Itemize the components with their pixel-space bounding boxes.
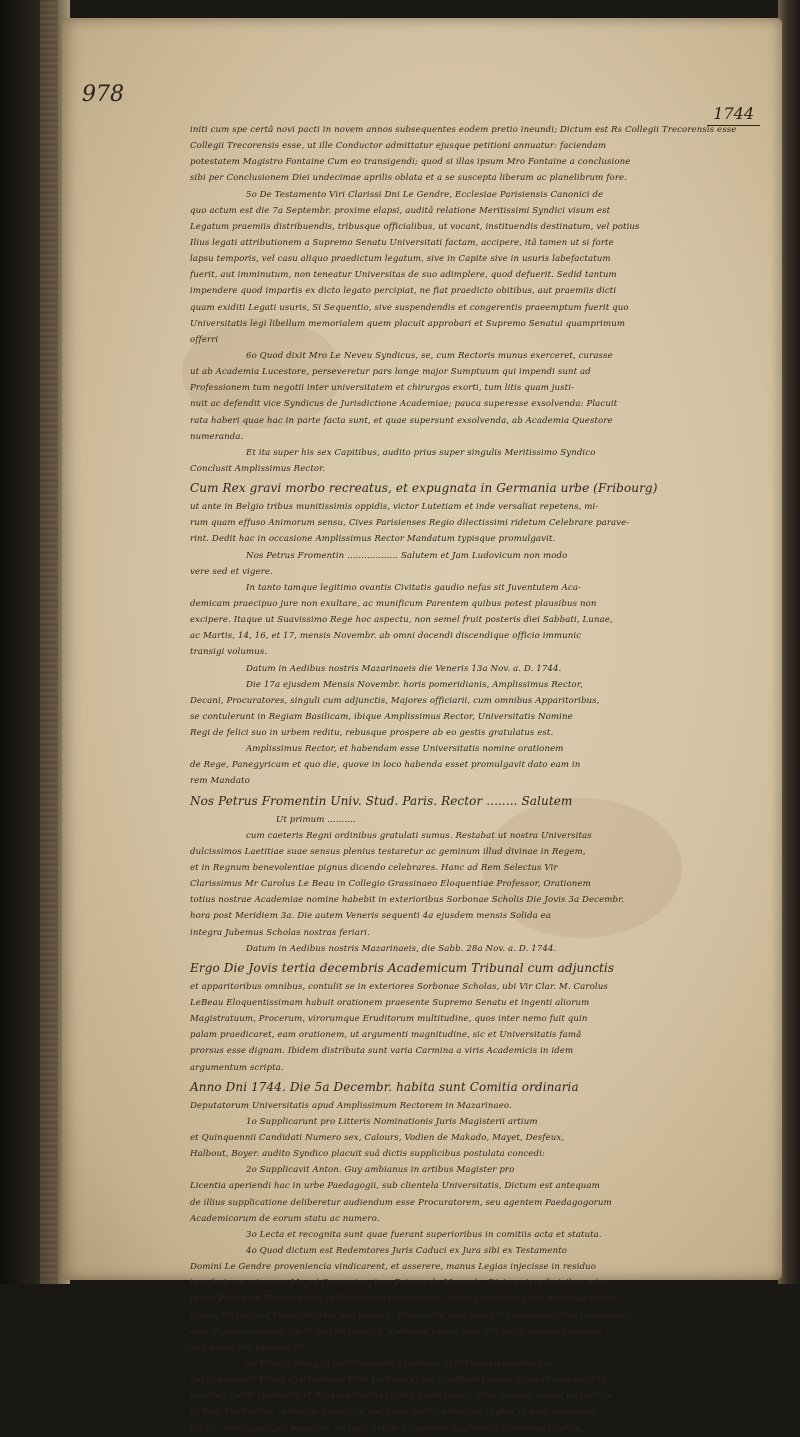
manuscript-line: sibi per Conclusionem Diei undecimae aprilis oblata et a se suscepta liberam ac planelibrum fore. <box>190 173 628 184</box>
manuscript-line: Legatum praemiis distribuendis, tribusque officialibus, ut vocant, instituendis destinatum, vel potius <box>190 221 640 232</box>
manuscript-line: Collegii Trecorensis esse, ut ille Conductor admittatur ejusque petitioni annuatur: faciendam <box>190 141 607 152</box>
manuscript-line: Professionem tum negotii inter universitatem et chirurgos exorti, tum litis quam justi- <box>190 383 575 394</box>
manuscript-line: et Quinquennii Candidati Numero sex, Calours, Vodien de Makado, Mayet, Desfeux, <box>190 1133 565 1144</box>
manuscript-line: Cum Rex gravi morbo recreatus, et expugnata in Germania urbe (Fribourg) <box>190 481 658 496</box>
year-marker: 1744 <box>707 104 760 126</box>
page-number: 978 <box>82 82 124 107</box>
manuscript-line: Academicorum de eorum statu ac numero. <box>190 1213 380 1224</box>
manuscript-line: tradat, simulque typis mandari. accipiat autem ex aerario Academico Trecentas libellas, <box>190 1423 584 1434</box>
manuscript-line: Datum in Aedibus nostris Mazarinaeis, die Sabb. 28a Nov. a. D. 1744. <box>246 943 557 954</box>
manuscript-line: vere sed et vigere. <box>190 566 273 577</box>
manuscript-line: excipere. Itaque ut Suavissimo Rege hoc aspectu, non semel fruit posteris diei Sabbati, Lunae, <box>190 615 613 626</box>
manuscript-line: integra Jubemus Scholas nostras feriari. <box>190 927 370 938</box>
manuscript-line: Clarissimus Mr Carolus Le Beau in Collegio Grassinaeo Eloquentiae Professor, Orationem <box>190 879 591 890</box>
manuscript-line: cum caeteris Regni ordinibus gratulati sumus. Restabat ut nostra Universitas <box>246 830 592 841</box>
manuscript-line: palam praedicaret, eam orationem, ut argumenti magnitudine, sic et Universitatis famâ <box>190 1030 582 1041</box>
manuscript-line: rem Mandato <box>190 776 250 787</box>
manuscript-line: sint donec res peracta sit. <box>190 1342 307 1353</box>
manuscript-line: prorsus esse dignam. Ibidem distributa sunt varia Carmina a viris Academicis in idem <box>190 1046 574 1057</box>
manuscript-line: totius nostrae Academiae nomine habebit in exterioribus Sorbonae Scholis Die Jovis 3a Decembr. <box>190 895 625 906</box>
manuscript-line: dulcissimos Laetitiae suae sensus plenius testaretur ac geminum illud divinae in Regem, <box>190 846 586 857</box>
manuscript-line: impendere quod impartis ex dicto legato percipiat, ne fiat praedicto obitibus, aut praemiis dicti <box>190 286 617 297</box>
handwritten-text-block <box>190 122 737 1437</box>
manuscript-line: Decani, Procuratores, singuli cum adjunctis, Majores officiarii, cum omnibus Apparitoribus, <box>190 695 600 706</box>
book-binding-gutter <box>0 0 70 1284</box>
manuscript-line: 3o Lecta et recognita sunt quae fuerant superioribus in comitiis acta et statuta. <box>246 1229 602 1240</box>
manuscript-line: ac Martis, 14, 16, et 17, mensis Novembr. ab omni docendi discendique officio immunic <box>190 631 582 642</box>
manuscript-line: rata haberi quae hac in parte facta sunt, et quae supersunt exsolvenda, ab Academia Questore <box>190 415 613 426</box>
manuscript-line: tum fratrum minorum Magni Conventus, tum Patrum de Mercede. Dicto autem fratribus mino- <box>190 1278 613 1289</box>
manuscript-line: argumentum scripta. <box>190 1062 284 1073</box>
manuscript-line: 5o Placuit delegari meritissimum Syndicum et Scribam Academicum <box>246 1358 552 1369</box>
manuscript-line: de illius supplicatione deliberetur audiendum esse Procuratorem, seu agentem Paedagogorum <box>190 1197 612 1208</box>
manuscript-line: transigi volumus. <box>190 647 268 658</box>
manuscript-line: initi cum spe certâ novi pacti in novem annos subsequentes eodem pretio ineundi; Dictum est Rs Collegii Trecorensis esse <box>190 125 737 135</box>
manuscript-line: Conclusit Amplissimus Rector. <box>190 463 326 474</box>
manuscript-line: potestatem Magistro Fontaine Cum eo transigendi; quod si illas ipsum Mro Fontaine a conclusione <box>190 157 631 168</box>
manuscript-line: 5o De Testamento Viri Clarissi Dni Le Gendre, Ecclesiae Parisiensis Canonici de <box>246 189 604 200</box>
manuscript-line: 6o Quod dixit Mro Le Neveu Syndicus, se, cum Rectoris munus exerceret, curasse <box>246 350 613 361</box>
manuscript-line: res et Patres de Mercede rem in Universitatem rejecisse, eique secundum Juris formulas denun- <box>190 1294 620 1305</box>
manuscript-line: Nos Petrus Fromentin Univ. Stud. Paris. Rector ........ Salutem <box>190 793 573 808</box>
manuscript-line: Ut primum .......... <box>276 814 356 825</box>
manuscript-line: In tanto tamque legitimo ovantis Civitatis gaudio nefas sit Juventutem Aca- <box>246 582 582 593</box>
manuscript-line: Anno Dni 1744. Die 5a Decembr. habita sunt Comitia ordinaria <box>190 1079 579 1094</box>
manuscript-line: Universitatis legi libellum memorialem quem placuit approbari et Supremo Senatui quamprimum <box>190 318 626 329</box>
manuscript-line: se contulerunt in Regiam Basilicam, ibique Amplissimus Rector, Universitatis Nomine <box>190 711 573 722</box>
manuscript-line: ut ab Academia Lucestore, perseveretur pars longe major Sumptuum qui impendi sunt ad <box>190 367 591 378</box>
manuscript-line: Magistratuum, Procerum, virorumque Eruditorum multitudine, quos inter nemo fuit quin <box>190 1014 588 1025</box>
manuscript-line: Ilius legati attributionem a Supremo Senatu Universitati factam, accipere, itâ tamen ut si forte <box>190 237 614 248</box>
manuscript-line: 4o Quod dictum est Redemtores Juris Caduci ex Jura sibi ex Testamento <box>246 1246 568 1256</box>
manuscript-line: cum in possessionem legati non sit inducta. agendum tamen cum illis ut ne cuiquam molesti <box>190 1326 602 1337</box>
manuscript-line: lapsu temporis, vel casu aliquo praedictum legatum, sive in Capite sive in usuris labefactatum <box>190 254 611 265</box>
manuscript-line: Licentia aperiendi hac in urbe Paedagogii, sub clientela Universitatis, Dictum est antequam <box>190 1181 600 1192</box>
manuscript-line: Amplissimus Rector, et habendam esse Universitatis nomine orationem <box>246 744 564 755</box>
manuscript-line: numeranda. <box>190 431 244 442</box>
manuscript-line: tiasse; Dictum est Universitatem non posse in Praesentia cum praefatis redemptoribus transigere, <box>190 1310 630 1321</box>
manuscript-line: fuerit, aut imminutum, non teneatur Universitas de suo adimplere, quod defuerit. Sedid tantum <box>190 270 617 281</box>
manuscript-line: LeBeau Eloquentissimam habuit orationem praesente Supremo Senatu et ingenti aliorum <box>190 998 590 1009</box>
manuscript-line: demicam praecipuo jure non exultare, ac munificum Parentem quibus potest plausibus non <box>190 598 597 609</box>
manuscript-line: Ergo Die Jovis tertia decembris Academicum Tribunal cum adjunctis <box>190 960 615 975</box>
manuscript-line: nuit ac defendit vice Syndicus de Jurisdictione Academiae; pauca superesse exsolvenda: Placuit <box>190 399 618 410</box>
manuscript-line: Die 17a ejusdem Mensis Novembr. horis pomeridianis, Amplissimus Rector, <box>246 679 583 690</box>
manuscript-line: quo actum est die 7a Septembr. proxime elapsi, auditâ relatione Meritissimi Syndici visum est <box>190 205 611 216</box>
manuscript-line: Datum in Aedibus nostris Mazarinaeis die Veneris 13a Nov. a. D. 1744. <box>246 663 562 674</box>
manuscript-line: Et ita super his sex Capitibus, audito prius super singulis Meritissimo Syndico <box>246 447 596 458</box>
manuscript-line: ta Regi Valetudine, rebusque praeclare hoc anno gestis, simulque rogent ut eam orationem <box>190 1407 598 1418</box>
manuscript-line: et apparitoribus omnibus, contulit se in exteriores Sorbonae Scholas, ubi Vir Clar. M. Carolus <box>190 981 608 992</box>
binding-strip <box>40 0 58 1284</box>
manuscript-line: 2o Supplicavit Anton. Guy ambianus in artibus Magister pro <box>246 1165 515 1176</box>
manuscript-line: rint. Dedit hac in occasione Amplissimus Rector Mandatum typisque promulgavit. <box>190 534 556 545</box>
manuscript-line: Halbout, Boyer. audito Syndico placuit suâ dictis supplicibus postulata concedi: <box>190 1149 545 1160</box>
manuscript-line: Nos Petrus Fromentin .................. Salutem et Jam Ludovicum non modo <box>246 550 568 561</box>
manuscript-line: 1o Supplicarunt pro Litteris Nominationis Juris Magisterii artium <box>246 1116 538 1127</box>
manuscript-line: Domini Le Gendre proveniencia vindicarent, et asserere, manus Legias injecisse in residuo <box>190 1262 597 1273</box>
manuscript-line: et in Regnum benevolentiae pignus dicendo celebrares. Hanc ad Rem Selectus Vir <box>190 863 558 874</box>
manuscript-line: Deputatorum Universitatis apud Amplissimum Rectorem in Mazarinaeo. <box>190 1100 512 1111</box>
manuscript-line: offerri <box>190 334 219 345</box>
manuscript-line: quam exiditi Legati usuris, Si Sequentio, sive suspendendis et congerentis praeemptum fuerit quo <box>190 302 629 313</box>
manuscript-line: de Rege, Panegyricam et quo die, quove in loco habenda esset promulgavit dato eam in <box>190 760 581 771</box>
manuscript-line: versitati fuerit splendida et Eloquentissima Oratio quam nuper, illius nomine habuit de restitu- <box>190 1391 613 1402</box>
manuscript-line: qui conveniant Virum Clarissimum Mrm Le Beau eique significent quam grata et accepta Uni- <box>190 1375 610 1386</box>
manuscript-line: ut ante in Belgio tribus munitissimis oppidis, victor Lutetiam et inde versaliat repetens, mi- <box>190 502 599 513</box>
manuscript-line: rum quam effuso Animorum sensu, Cives Parisienses Regio dilectissimi ridetum Celebrare parave- <box>190 518 630 529</box>
manuscript-line: hora post Meridiem 3a. Die autem Veneris sequenti 4a ejusdem mensis Solida ea <box>190 911 552 922</box>
manuscript-line: Regi de felici suo in urbem reditu, rebusque prospere ab eo gestis gratulatus est. <box>190 728 554 739</box>
